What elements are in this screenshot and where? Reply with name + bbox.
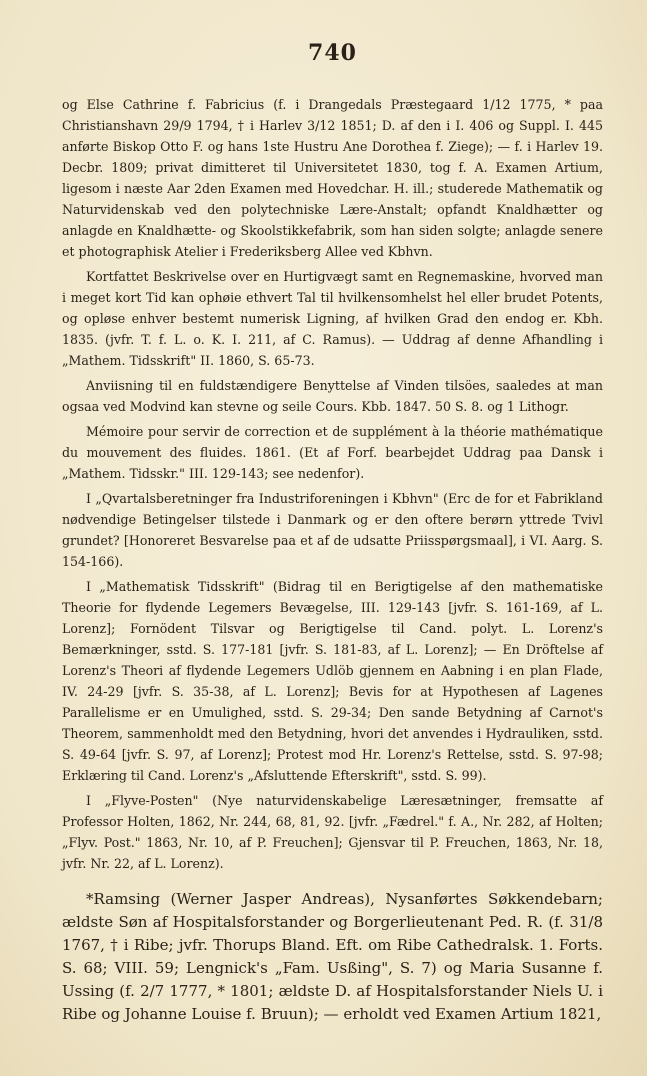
paragraph-work-anviisning: Anviisning til en fuldstændigere Benyttelse af Vinden tilsöes, saaledes at man ogsaa ved Modvind kan stevne og seile Cours. Kbb. 1847. 50 S. 8. og 1 Lithogr. <box>62 378 603 414</box>
paragraph-qvartalsberetninger: I „Qvartalsberetninger fra Industriforeningen i Kbhvn" (Erc de for et Fabrikland nødvendige Betingelser tilstede i Danmark og er den oftere berørn yttrede Tvivl grundet? [Honoreret Besvarelse paa et af de udsatte Priisspørgsmaal], i VI. Aarg. S. 154-166). <box>62 491 603 569</box>
paragraph-ramsing-entry: *Ramsing (Werner Jasper Andreas), Nysanførtes Søkkendebarn; ældste Søn af Hospitalsforstander og Borgerlieutenant Ped. R. (f. 31/8 1767, † i Ribe; jvfr. Thorups Bland. Eft. om Ribe Cathedralsk. 1. Forts. S. 68; VIII. 59; Lengnick's „Fam. Usßing", S. 7) og Maria Susanne f. Ussing (f. 2/7 1777, * 1801; ældste D. af Hospitalsforstander Niels U. i Ribe og Johanne Louise f. Bruun); — erholdt ved Examen Artium 1821, <box>62 890 603 1023</box>
paragraph-work-memoire: Mémoire pour servir de correction et de supplément à la théorie mathématique du mouvement des fluides. 1861. (Et af Forf. bearbejdet Uddrag paa Dansk i „Mathem. Tidsskr." III. 129-143; see nedenfor). <box>62 424 603 481</box>
paragraph-work-hurtigvaegt: Kortfattet Beskrivelse over en Hurtigvægt samt en Regnemaskine, hvorved man i meget kort Tid kan ophøie ethvert Tal til hvilkensomhelst hel eller brudet Potents, og opløse enhver bestemt numerisk Ligning, af hvilken Grad den endog er. Kbh. 1835. (jvfr. T. f. L. o. K. I. 211, af C. Ramus). — Uddrag af denne Afhandling i „Mathem. Tidsskrift" II. 1860, S. 65-73. <box>62 269 603 368</box>
page-number: 740 <box>308 40 357 66</box>
paragraph-biography: og Else Cathrine f. Fabricius (f. i Drangedals Præstegaard 1/12 1775, * paa Christianshavn 29/9 1794, † i Harlev 3/12 1851; D. af den i I. 406 og Suppl. I. 445 anførte Biskop Otto F. og hans 1ste Hustru Ane Dorothea f. Ziege); — f. i Harlev 19. Decbr. 1809; privat dimitteret til Universitetet 1830, tog f. A. Examen Artium, ligesom i næste Aar 2den Examen med Hovedchar. H. ill.; studerede Mathematik og Naturvidenskab ved den polytechniske Lære-Anstalt; opfandt Knaldhætter og anlagde en Knaldhætte- og Skoolstikkefabrik, som han siden solgte; anlagde senere et photographisk Atelier i Frederiksberg Allee ved Kbhvn. <box>62 97 603 259</box>
paragraph-mathematisk-tidsskrift: I „Mathematisk Tidsskrift" (Bidrag til en Berigtigelse af den mathematiske Theorie for flydende Legemers Bevægelse, III. 129-143 [jvfr. S. 161-169, af L. Lorenz]; Fornödent Tilsvar og Berigtigelse til Cand. polyt. L. Lorenz's Bemærkninger, sstd. S. 177-181 [jvfr. S. 181-83, af L. Lorenz]; — En Dröftelse af Lorenz's Theori af flydende Legemers Udlöb gjennem en Aabning i en plan Flade, IV. 24-29 [jvfr. S. 35-38, af L. Lorenz]; Bevis for at Hypothesen af Lagenes Parallelisme er en Umulighed, sstd. S. 29-34; Den sande Betydning af Carnot's Theorem, sammenholdt med den Betydning, hvori det anvendes i Hydrauliken, sstd. S. 49-64 [jvfr. S. 97, af Lorenz]; Protest mod Hr. Lorenz's Rettelse, sstd. S. 97-98; Erklæring til Cand. Lorenz's „Afsluttende Efterskrift", sstd. S. 99). <box>62 579 603 783</box>
paragraph-flyve-posten: I „Flyve-Posten" (Nye naturvidenskabelige Læresætninger, fremsatte af Professor Holten, 1862, Nr. 244, 68, 81, 92. [jvfr. „Fædrel." f. A., Nr. 282, af Holten; „Flyv. Post." 1863, Nr. 10, af P. Freuchen]; Gjensvar til P. Freuchen, 1863, Nr. 18, jvfr. Nr. 22, af L. Lorenz). <box>62 793 603 871</box>
